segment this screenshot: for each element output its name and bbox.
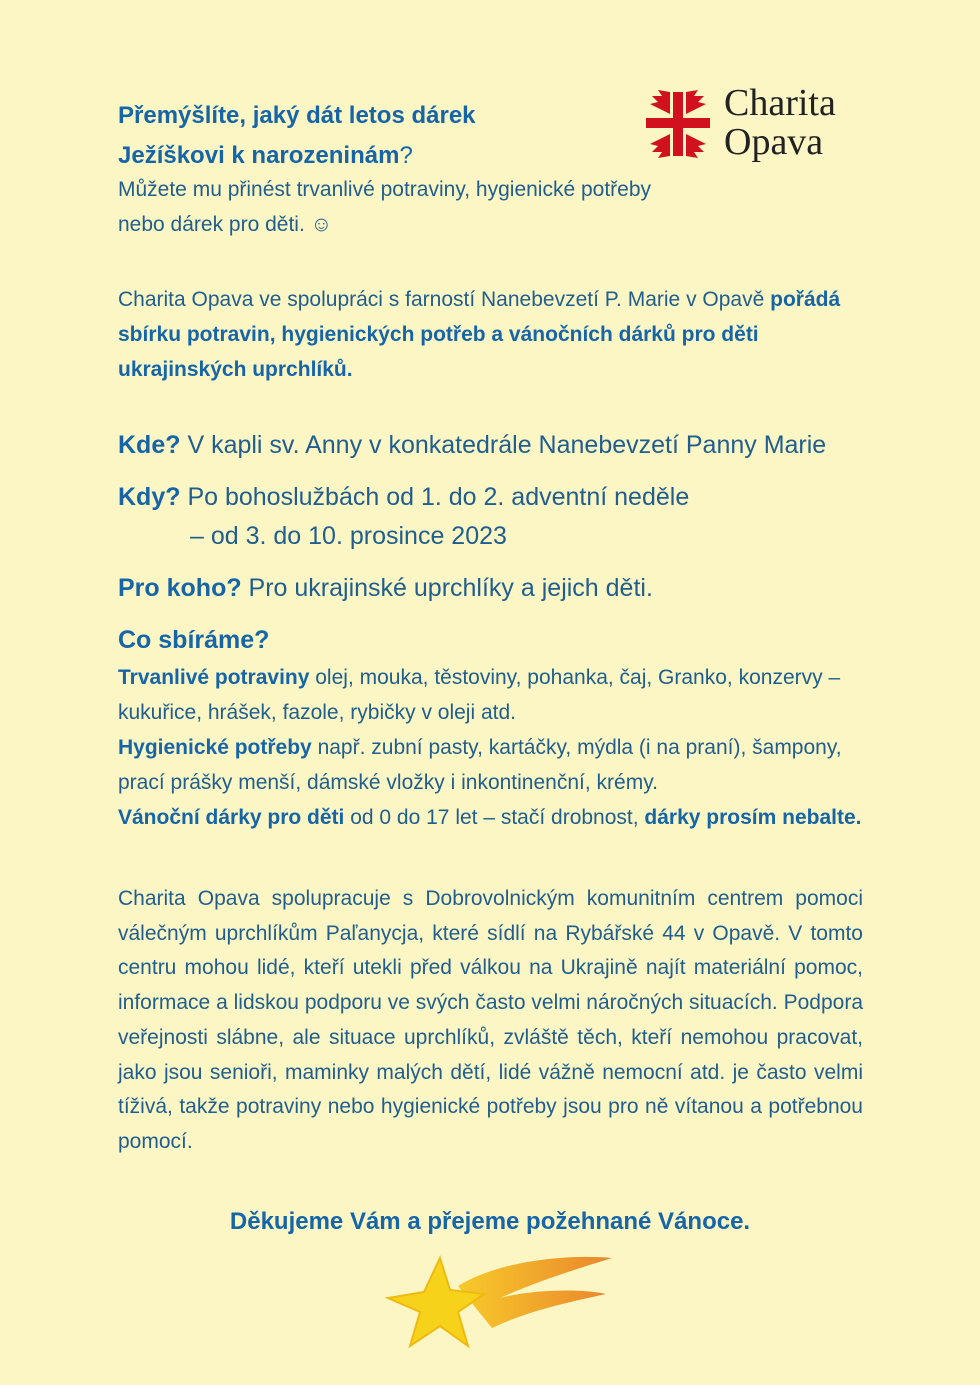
where-label: Kde? <box>118 431 181 459</box>
logo-wordmark <box>724 84 836 162</box>
item-text: od 0 do 17 let – stačí drobnost, <box>344 806 645 829</box>
item-bold: Hygienické potřeby <box>118 736 312 759</box>
item-text: olej, mouka, těstoviny, pohanka, čaj, Granko, konzervy – kukuřice, hrášek, fazole, rybičky v oleji atd. <box>118 666 841 724</box>
intro-line2: nebo dárek pro děti. ☺ <box>118 213 333 236</box>
heading <box>118 96 476 176</box>
item-bold: Vánoční dárky pro děti <box>118 806 345 829</box>
intro-line1: Můžete mu přinést trvanlivé potraviny, hygienické potřeby <box>118 178 652 201</box>
logo-line1: Charita <box>724 82 836 124</box>
where-text: V kapli sv. Anny v konkatedrále Nanebevzetí Panny Marie <box>180 431 827 459</box>
for-whom-label: Pro koho? <box>118 574 242 602</box>
heading-line1: Přemýšlíte, jaký dát letos dárek <box>118 102 476 129</box>
heading-line2-text: Ježíškovi k narozeninám <box>118 142 400 169</box>
intro-text <box>118 172 778 242</box>
collect-heading <box>118 621 878 660</box>
logo-line2: Opava <box>724 121 824 163</box>
charita-logo <box>640 84 860 164</box>
collect-list <box>118 660 878 835</box>
cooperation-paragraph: Charita Opava spolupracuje s Dobrovolnickým komunitním centrem pomoci válečným uprchlíkům Paľanycja, které sídlí na Rybářské 44 v Opavě. V tomto centru mohou lidé, kteří utekli před válkou na Ukrajině najít materiální pomoc, informace a lidskou podporu ve svých často velmi náročných situacích. Podpora veřejnosti slábne, ale situace uprchlíků, zvláště těch, kteří nemohou pracovat, jako jsou senioři, maminky malých dětí, lidé vážně nemocní atd. je často velmi tíživá, takže potraviny nebo hygienické potřeby jsou pro ně vítanou a potřebnou pomocí. <box>118 887 863 1153</box>
where-line <box>118 426 878 465</box>
list-item <box>118 660 878 730</box>
for-whom-line <box>118 569 878 608</box>
heading-question-mark: ? <box>399 142 413 169</box>
collect-label: Co sbíráme? <box>118 626 270 654</box>
when-text: Po bohoslužbách od 1. do 2. adventní neděle <box>180 483 690 511</box>
organizer-bold: pořádá sbírku potravin, hygienických potřeb a vánočních dárků pro děti ukrajinských uprchlíků. <box>118 288 841 381</box>
thanks-line: Děkujeme Vám a přejeme požehnané Vánoce. <box>229 1208 751 1235</box>
organizer-plain: Charita Opava ve spolupráci s farností Nanebevzetí P. Marie v Opavě <box>118 288 765 311</box>
charita-cross-icon <box>640 86 716 162</box>
item-text: např. zubní pasty, kartáčky, mýdla (i na praní), šampony, prací prášky menší, dámské vložky i inkontinenční, krémy. <box>118 736 842 794</box>
when-label: Kdy? <box>118 483 181 511</box>
when-dates: – od 3. do 10. prosince 2023 <box>190 522 507 550</box>
heading-line2 <box>118 136 476 176</box>
when-line <box>118 478 878 517</box>
item-bold: Trvanlivé potraviny <box>118 666 310 689</box>
item-bold-note: dárky prosím nebalte. <box>644 806 862 829</box>
for-whom-text: Pro ukrajinské uprchlíky a jejich děti. <box>241 574 653 602</box>
list-item <box>118 800 878 835</box>
list-item <box>118 730 878 800</box>
shooting-star-icon <box>380 1250 630 1360</box>
organizer-paragraph <box>118 282 878 387</box>
